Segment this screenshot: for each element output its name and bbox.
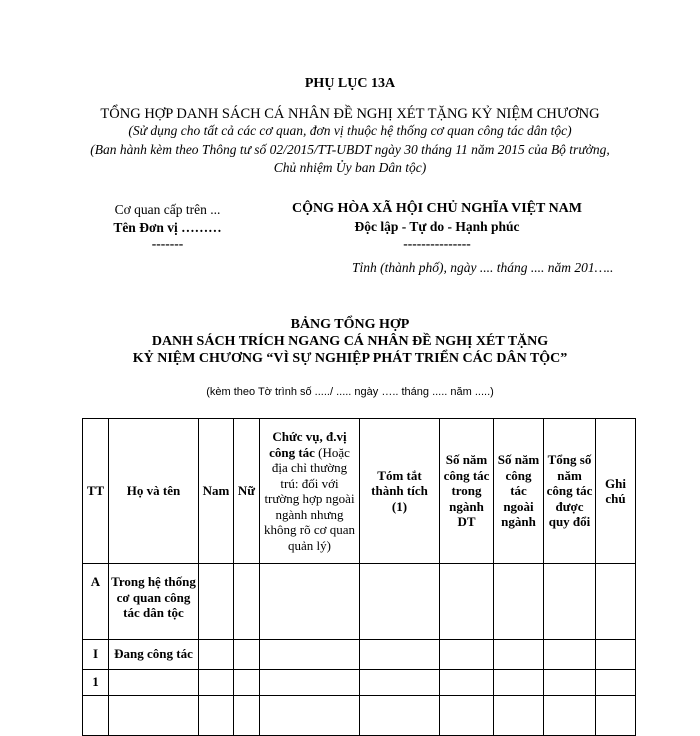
cell-note[interactable] (596, 670, 636, 696)
row-tt: 1 (83, 670, 109, 696)
cell-female[interactable] (234, 640, 260, 670)
cell-female[interactable] (234, 670, 260, 696)
header-name: Họ và tên (109, 419, 199, 564)
document-title: TỔNG HỢP DANH SÁCH CÁ NHÂN ĐỀ NGHỊ XÉT TẶNG KỶ NIỆM CHƯƠNG (100, 106, 600, 122)
row-tt (83, 696, 109, 736)
cell-note[interactable] (596, 696, 636, 736)
cell-position[interactable] (260, 670, 360, 696)
subtitle-issued-line2: Chủ nhiệm Ủy ban Dân tộc) (273, 160, 427, 175)
cell-summary[interactable] (360, 696, 440, 736)
header-female: Nữ (234, 419, 260, 564)
cell-female[interactable] (234, 564, 260, 640)
cell-years-out[interactable] (494, 640, 544, 670)
header-years-out: Số năm công tác ngoài ngành (494, 419, 544, 564)
table-row (83, 670, 636, 696)
cell-years-in[interactable] (440, 564, 494, 640)
nominee-table (82, 418, 636, 736)
row-name: Trong hệ thống cơ quan công tác dân tộc (109, 564, 199, 640)
cell-years-total[interactable] (544, 670, 596, 696)
cell-summary[interactable] (360, 670, 440, 696)
cell-position[interactable] (260, 640, 360, 670)
header-tt: TT (83, 419, 109, 564)
cell-male[interactable] (199, 696, 234, 736)
cell-years-out[interactable] (494, 564, 544, 640)
superior-agency: Cơ quan cấp trên ... (114, 202, 221, 217)
cell-note[interactable] (596, 564, 636, 640)
table-title-line2: DANH SÁCH TRÍCH NGANG CÁ NHÂN ĐỀ NGHỊ XÉT TẶNG (151, 334, 549, 349)
place-date: Tỉnh (thành phố), ngày .... tháng .... năm 201….. (352, 260, 614, 275)
row-tt: A (83, 564, 109, 640)
header-summary: Tóm tắt thành tích (1) (360, 419, 440, 564)
header-position-note: (Hoặc địa chỉ thường trú: đối với trường hợp ngoài ngành nhưng không rõ cơ quan quản lý) (264, 444, 355, 553)
cell-years-total[interactable] (544, 696, 596, 736)
cell-female[interactable] (234, 696, 260, 736)
cell-summary[interactable] (360, 640, 440, 670)
cell-male[interactable] (199, 640, 234, 670)
row-name: Đang công tác (109, 640, 199, 670)
table-header-row (83, 419, 636, 564)
cell-years-in[interactable] (440, 670, 494, 696)
left-divider: ------- (151, 236, 184, 251)
table-row (83, 640, 636, 670)
header-note: Ghi chú (596, 419, 636, 564)
cell-summary[interactable] (360, 564, 440, 640)
cell-years-total[interactable] (544, 640, 596, 670)
cell-note[interactable] (596, 640, 636, 670)
cell-position[interactable] (260, 696, 360, 736)
header-position-title: Chức vụ, đ.vị công tác (269, 429, 347, 460)
cell-years-in[interactable] (440, 696, 494, 736)
attached-note: (kèm theo Tờ trình số ...../ ..... ngày ….. tháng ..... năm .....) (206, 386, 494, 398)
table-row (83, 696, 636, 736)
table-title-line1: BẢNG TỔNG HỢP (290, 317, 410, 332)
row-tt: I (83, 640, 109, 670)
unit-name: Tên Đơn vị ……… (113, 220, 222, 235)
table-row (83, 564, 636, 640)
header-position (260, 419, 360, 564)
subtitle-usage: (Sử dụng cho tất cả các cơ quan, đơn vị thuộc hệ thống cơ quan công tác dân tộc) (128, 123, 572, 138)
national-title: CỘNG HÒA XÃ HỘI CHỦ NGHĨA VIỆT NAM (291, 201, 582, 216)
header-male: Nam (199, 419, 234, 564)
row-name[interactable] (109, 670, 199, 696)
subtitle-issued-line1: (Ban hành kèm theo Thông tư số 02/2015/TT-UBDT ngày 30 tháng 11 năm 2015 của Bộ trưởng, (90, 142, 610, 157)
table-title-line3: KỶ NIỆM CHƯƠNG “VÌ SỰ NGHIỆP PHÁT TRIỂN CÁC DÂN TỘC” (132, 351, 568, 366)
cell-male[interactable] (199, 564, 234, 640)
cell-years-out[interactable] (494, 696, 544, 736)
cell-years-out[interactable] (494, 670, 544, 696)
cell-years-total[interactable] (544, 564, 596, 640)
right-divider: --------------- (403, 236, 471, 251)
header-years-in: Số năm công tác trong ngành DT (440, 419, 494, 564)
row-name[interactable] (109, 696, 199, 736)
header-years-total: Tổng số năm công tác được quy đổi (544, 419, 596, 564)
cell-male[interactable] (199, 670, 234, 696)
cell-years-in[interactable] (440, 640, 494, 670)
cell-position[interactable] (260, 564, 360, 640)
national-motto: Độc lập - Tự do - Hạnh phúc (354, 219, 520, 234)
appendix-label: PHỤ LỤC 13A (304, 76, 396, 91)
